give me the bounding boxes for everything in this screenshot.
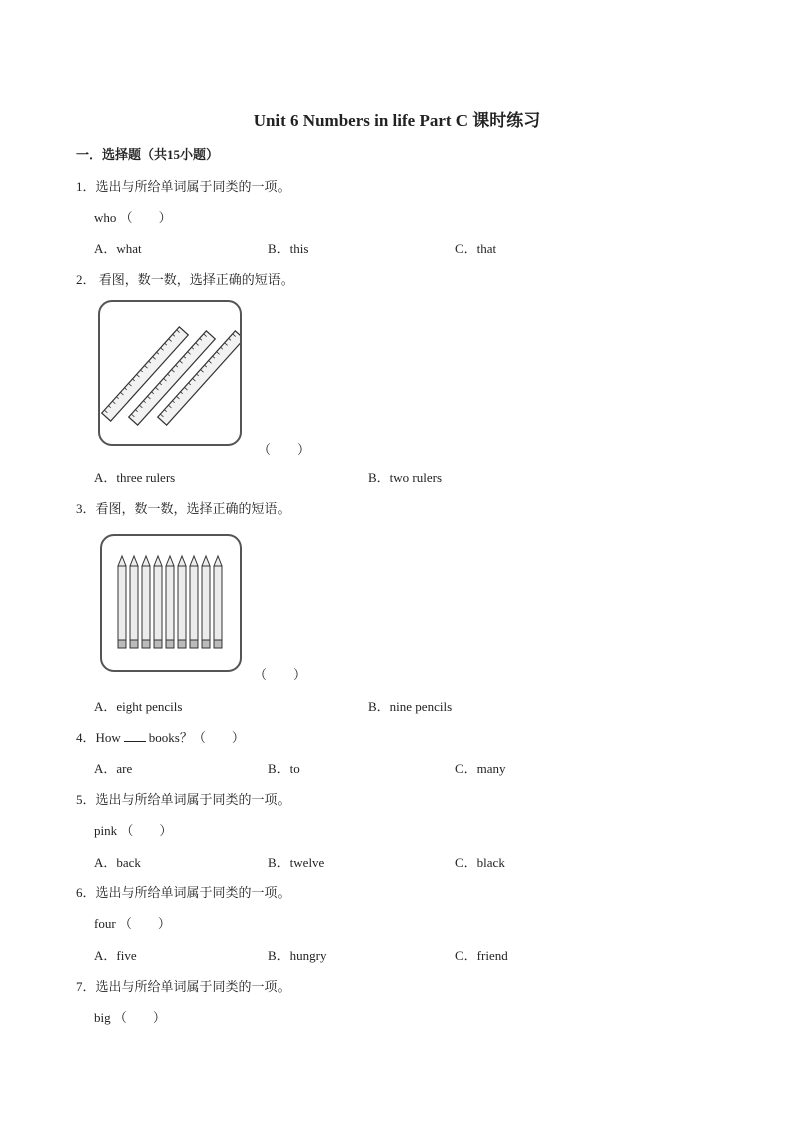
question-5-option-c[interactable]: C．black bbox=[455, 855, 505, 870]
section-heading: 一．选择题（共15小题） bbox=[76, 147, 220, 162]
question-5-word: pink （ ） bbox=[94, 823, 173, 838]
page-title: Unit 6 Numbers in life Part C 课时练习 bbox=[253, 111, 541, 130]
question-2-option-a[interactable]: A．three rulers bbox=[94, 470, 176, 485]
question-1-stem: 1．选出与所给单词属于同类的一项。 bbox=[76, 179, 291, 194]
question-4-stem-start: 4．How bbox=[76, 730, 121, 745]
question-1-word: who （ ） bbox=[94, 210, 172, 225]
question-4-stem-end: books？（ ） bbox=[148, 730, 245, 745]
question-4-option-b[interactable]: B．to bbox=[268, 761, 300, 776]
question-4-stem bbox=[76, 727, 245, 746]
pencils-picture bbox=[100, 534, 242, 672]
question-6-option-c[interactable]: C．friend bbox=[455, 948, 508, 963]
question-6-word: four （ ） bbox=[94, 916, 171, 931]
question-3-option-a[interactable]: A．eight pencils bbox=[94, 699, 183, 714]
question-5-stem: 5．选出与所给单词属于同类的一项。 bbox=[76, 792, 291, 807]
question-4-option-c[interactable]: C．many bbox=[455, 761, 506, 776]
question-3-answer-paren: （ ） bbox=[254, 667, 307, 682]
question-2-stem: 2． 看图，数一数，选择正确的短语。 bbox=[76, 272, 294, 287]
pencils-image bbox=[102, 536, 240, 670]
answer-blank bbox=[124, 730, 146, 742]
question-5-option-a[interactable]: A．back bbox=[94, 855, 141, 870]
question-2-answer-paren: （ ） bbox=[258, 442, 311, 457]
question-2-option-b[interactable]: B．two rulers bbox=[368, 470, 443, 485]
question-4-option-a[interactable]: A．are bbox=[94, 761, 133, 776]
question-6-stem: 6．选出与所给单词属于同类的一项。 bbox=[76, 885, 291, 900]
question-7-word: big （ ） bbox=[94, 1010, 166, 1025]
question-1-option-c[interactable]: C．that bbox=[455, 241, 497, 256]
question-5-option-b[interactable]: B．twelve bbox=[268, 855, 325, 870]
question-7-stem: 7．选出与所给单词属于同类的一项。 bbox=[76, 979, 291, 994]
rulers-image bbox=[100, 302, 240, 444]
question-1-option-a[interactable]: A．what bbox=[94, 241, 142, 256]
question-6-option-b[interactable]: B．hungry bbox=[268, 948, 327, 963]
question-1-option-b[interactable]: B．this bbox=[268, 241, 309, 256]
question-3-stem: 3．看图，数一数，选择正确的短语。 bbox=[76, 501, 291, 516]
rulers-picture bbox=[98, 300, 242, 446]
question-3-option-b[interactable]: B．nine pencils bbox=[368, 699, 453, 714]
question-6-option-a[interactable]: A．five bbox=[94, 948, 137, 963]
